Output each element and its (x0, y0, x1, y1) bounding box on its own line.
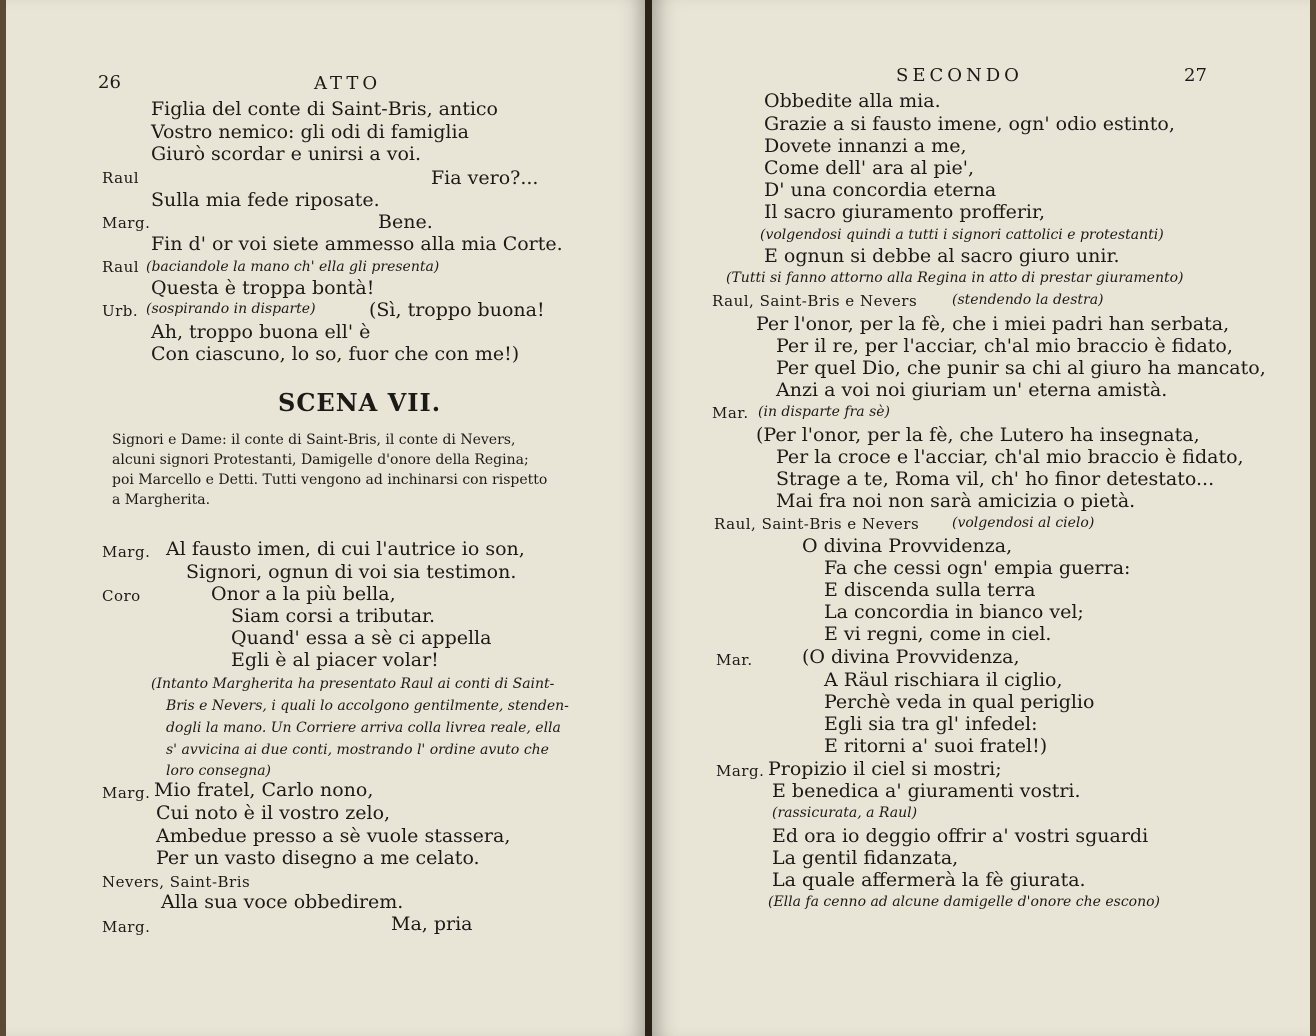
verse-line: Onor a la più bella, (211, 583, 396, 605)
speaker-name: Nevers, Saint-Bris (102, 873, 251, 891)
verse-line: Per un vasto disegno a me celato. (156, 847, 480, 869)
verse-line: Perchè veda in qual periglio (824, 691, 1095, 713)
stage-direction: (baciandole la mano ch' ella gli presenta) (146, 259, 440, 275)
verse-line: E discenda sulla terra (824, 579, 1036, 601)
verse-line: Ah, troppo buona ell' è (151, 321, 371, 343)
verse-line: Figlia del conte di Saint-Bris, antico (151, 98, 499, 120)
verse-line: A Räul rischiara il ciglio, (824, 669, 1063, 691)
running-head: SECONDO (896, 65, 1023, 86)
verse-line: La concordia in bianco vel; (824, 601, 1084, 623)
speaker-name: Mar. (716, 651, 753, 669)
right-page (652, 0, 1312, 1036)
verse-line: Alla sua voce obbedirem. (161, 891, 404, 913)
verse-line: Ma, pria (391, 913, 473, 935)
verse-line: Obbedite alla mia. (764, 90, 941, 112)
verse-line: Vostro nemico: gli odi di famiglia (151, 121, 469, 143)
verse-line: E vi regni, come in ciel. (824, 623, 1052, 645)
page-number: 26 (98, 72, 121, 93)
verse-line: Con ciascuno, lo so, fuor che con me!) (151, 343, 520, 365)
verse-line: Per il re, per l'acciar, ch'al mio braccio è fidato, (776, 335, 1233, 357)
cast-list-line: Signori e Dame: il conte di Saint-Bris, il conte di Nevers, (112, 432, 516, 448)
cast-list-line: poi Marcello e Detti. Tutti vengono ad inchinarsi con rispetto (112, 472, 548, 488)
speaker-name: Marg. (102, 543, 151, 561)
verse-line: Per la croce e l'acciar, ch'al mio braccio è fidato, (776, 446, 1244, 468)
scene-title: SCENA VII. (278, 388, 442, 417)
stage-direction: (in disparte fra sè) (758, 404, 890, 420)
verse-line: E ritorni a' suoi fratel!) (824, 735, 1048, 757)
stage-direction: s' avvicina ai due conti, mostrando l' ordine avuto che (166, 742, 549, 758)
cast-list-line: alcuni signori Protestanti, Damigelle d'onore della Regina; (112, 452, 529, 468)
speaker-name: Marg. (102, 918, 151, 936)
verse-line: Propizio il ciel si mostri; (768, 758, 1002, 780)
cast-list-line: a Margherita. (112, 492, 211, 508)
verse-line: Grazie a si fausto imene, ogn' odio estinto, (764, 113, 1175, 135)
verse-line: Per quel Dio, che punir sa chi al giuro ha mancato, (776, 357, 1266, 379)
verse-line: Questa è troppa bontà! (151, 277, 375, 299)
stage-direction: (Tutti si fanno attorno alla Regina in atto di prestar giuramento) (726, 270, 1184, 286)
verse-line: La quale affermerà la fè giurata. (772, 869, 1086, 891)
book-edge-right (1310, 0, 1316, 1036)
speaker-name: Raul (102, 258, 140, 276)
speaker-name: Marg. (102, 214, 151, 232)
verse-line: Dovete innanzi a me, (764, 135, 967, 157)
verse-line: La gentil fidanzata, (772, 847, 959, 869)
verse-line: O divina Provvidenza, (802, 535, 1013, 557)
verse-line: Siam corsi a tributar. (231, 605, 436, 627)
verse-line: Fia vero?... (431, 167, 539, 189)
verse-line: Strage a te, Roma vil, ch' ho finor detestato... (776, 468, 1215, 490)
verse-line: Ambedue presso a sè vuole stassera, (156, 825, 511, 847)
stage-direction: (sospirando in disparte) (146, 301, 316, 317)
stage-direction: (rassicurata, a Raul) (772, 805, 918, 821)
page-number: 27 (1184, 65, 1207, 86)
stage-direction: Bris e Nevers, i quali lo accolgono gentilmente, stenden- (166, 698, 569, 714)
verse-line: D' una concordia eterna (764, 179, 997, 201)
verse-line: (O divina Provvidenza, (802, 646, 1020, 668)
running-head: ATTO (314, 73, 382, 94)
verse-line: (Per l'onor, per la fè, che Lutero ha insegnata, (756, 424, 1200, 446)
verse-line: Fa che cessi ogn' empia guerra: (824, 557, 1131, 579)
verse-line: Giurò scordar e unirsi a voi. (151, 143, 422, 165)
verse-line: Signori, ognun di voi sia testimon. (186, 561, 517, 583)
speaker-name: Raul, Saint-Bris e Nevers (714, 515, 920, 533)
stage-direction: (stendendo la destra) (952, 292, 1104, 308)
verse-line: Bene. (378, 211, 433, 233)
verse-line: Cui noto è il vostro zelo, (156, 802, 391, 824)
verse-line: Mai fra noi non sarà amicizia o pietà. (776, 490, 1136, 512)
verse-line: Sulla mia fede riposate. (151, 189, 380, 211)
speaker-name: Raul (102, 169, 140, 187)
verse-line: Mio fratel, Carlo nono, (154, 779, 374, 801)
speaker-name: Mar. (712, 404, 749, 422)
verse-line: Quand' essa a sè ci appella (231, 627, 492, 649)
verse-line: Egli è al piacer volar! (231, 649, 439, 671)
stage-direction: loro consegna) (166, 763, 272, 779)
verse-line: (Sì, troppo buona! (369, 299, 545, 321)
verse-line: Anzi a voi noi giuriam un' eterna amistà. (776, 379, 1168, 401)
stage-direction: (volgendosi quindi a tutti i signori cattolici e protestanti) (760, 227, 1164, 243)
verse-line: E ognun si debbe al sacro giuro unir. (764, 245, 1120, 267)
stage-direction: (Ella fa cenno ad alcune damigelle d'onore che escono) (768, 894, 1160, 910)
left-page (6, 0, 646, 1036)
verse-line: E benedica a' giuramenti vostri. (772, 780, 1081, 802)
verse-line: Al fausto imen, di cui l'autrice io son, (166, 538, 525, 560)
speaker-name: Raul, Saint-Bris e Nevers (712, 292, 918, 310)
stage-direction: (Intanto Margherita ha presentato Raul ai conti di Saint- (151, 676, 555, 692)
speaker-name: Marg. (102, 784, 151, 802)
stage-direction: (volgendosi al cielo) (952, 515, 1095, 531)
speaker-name: Marg. (716, 762, 765, 780)
stage-direction: dogli la mano. Un Corriere arriva colla livrea reale, ella (166, 720, 561, 736)
verse-line: Fin d' or voi siete ammesso alla mia Corte. (151, 233, 563, 255)
verse-line: Come dell' ara al pie', (764, 157, 975, 179)
speaker-name: Urb. (102, 302, 139, 320)
verse-line: Egli sia tra gl' infedel: (824, 713, 1038, 735)
verse-line: Per l'onor, per la fè, che i miei padri han serbata, (756, 313, 1230, 335)
speaker-name: Coro (102, 587, 141, 605)
verse-line: Ed ora io deggio offrir a' vostri sguardi (772, 825, 1149, 847)
verse-line: Il sacro giuramento profferir, (764, 201, 1046, 223)
